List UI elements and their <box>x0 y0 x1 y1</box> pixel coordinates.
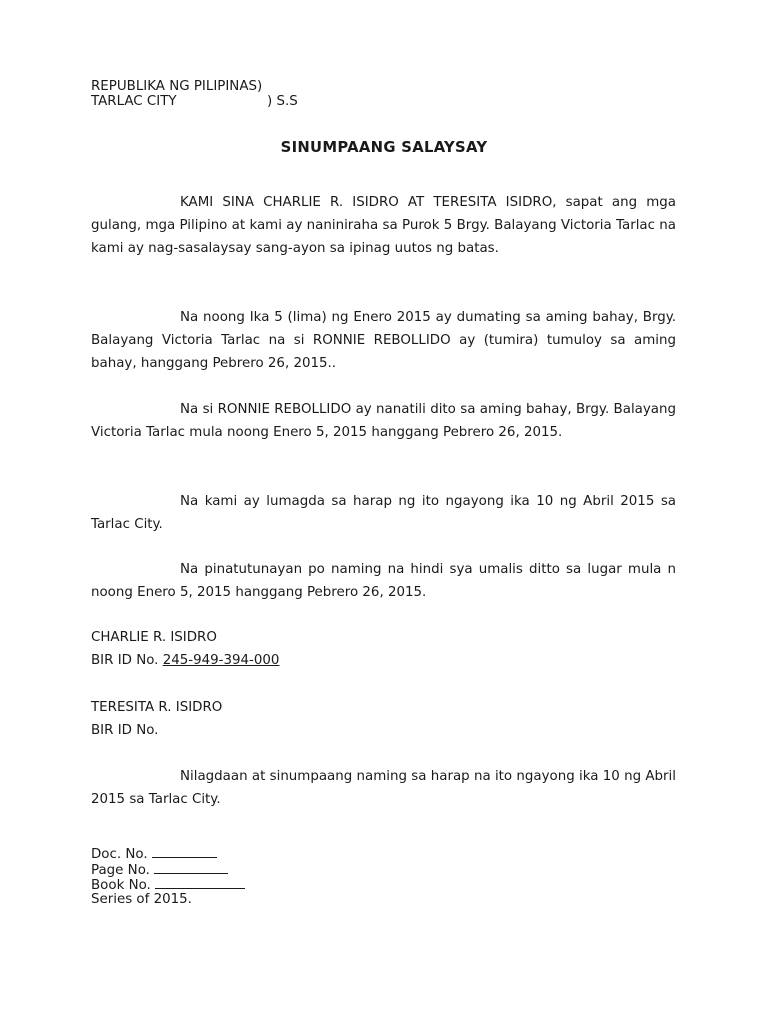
venue-city: TARLAC CITY <box>91 94 177 109</box>
notary-book-label: Book No. <box>91 878 151 893</box>
closing-paragraph: Nilagdaan at sinumpaang naming sa harap na ito ngayong ika 10 ng Abril 2015 sa Tarlac City. <box>91 769 676 807</box>
notary-doc-blank <box>152 845 217 858</box>
signatory-2 <box>91 696 222 742</box>
notary-block <box>91 845 245 907</box>
signatory-1 <box>91 626 279 672</box>
signatory-name: CHARLIE R. ISIDRO <box>91 630 217 645</box>
venue-ss: ) S.S <box>267 94 298 109</box>
signatory-id-value: 245-949-394-000 <box>162 653 280 668</box>
venue-republic: REPUBLIKA NG PILIPINAS) <box>91 79 263 94</box>
notary-book-row <box>91 876 245 892</box>
signatory-id-row <box>91 719 222 742</box>
notary-doc-row <box>91 845 245 861</box>
notary-page-label: Page No. <box>91 862 150 878</box>
notary-page-row <box>91 861 245 877</box>
document-title: SINUMPAANG SALAYSAY <box>280 139 488 156</box>
notary-page-blank <box>154 861 228 874</box>
paragraph-3: Na si RONNIE REBOLLIDO ay nanatili dito sa aming bahay, Brgy. Balayang Victoria Tarlac mula noong Enero 5, 2015 hanggang Pebrero 26, 2015. <box>91 402 676 440</box>
venue-city-row <box>91 94 298 109</box>
notary-series: Series of 2015. <box>91 891 192 907</box>
signatory-id-label: BIR ID No. <box>91 723 159 738</box>
paragraph-4: Na kami ay lumagda sa harap ng ito ngayong ika 10 ng Abril 2015 sa Tarlac City. <box>91 494 676 532</box>
signatory-name: TERESITA R. ISIDRO <box>91 700 223 715</box>
paragraph-2: Na noong Ika 5 (lima) ng Enero 2015 ay dumating sa aming bahay, Brgy. Balayang Victoria Tarlac na si RONNIE REBOLLIDO ay (tumira) tumuloy sa aming bahay, hanggang Pebrero 26, 2015.. <box>91 310 676 371</box>
venue-header <box>91 79 298 109</box>
signatory-id-row <box>91 649 279 672</box>
signatory-id-label: BIR ID No. <box>91 653 159 668</box>
notary-book-blank <box>155 876 245 889</box>
notary-doc-label: Doc. No. <box>91 847 148 862</box>
paragraph-5: Na pinatutunayan po naming na hindi sya umalis ditto sa lugar mula n noong Enero 5, 2015 hanggang Pebrero 26, 2015. <box>91 562 676 600</box>
paragraph-1: KAMI SINA CHARLIE R. ISIDRO AT TERESITA ISIDRO, sapat ang mga gulang, mga Pilipino at kami ay naniniraha sa Purok 5 Brgy. Balayang Victoria Tarlac na kami ay nag-sasalaysay sang-ayon sa ipinag uutos ng batas. <box>91 195 676 256</box>
